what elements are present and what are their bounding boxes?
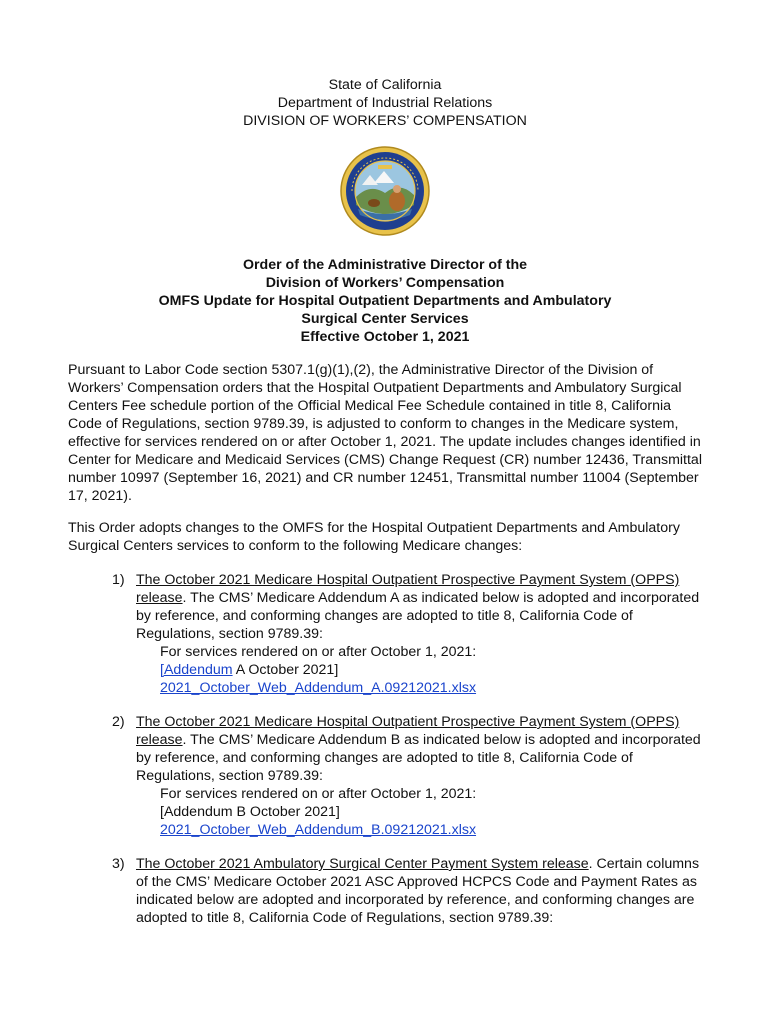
list-number: 2) (112, 714, 125, 730)
item-text: . The CMS’ Medicare Addendum A as indicated below is adopted and incorporated by reference, and conforming changes are adopted to title 8, California Code of Regulations, section 9789.39: (136, 590, 700, 642)
order-paragraph-2: This Order adopts changes to the OMFS for the Hospital Outpatient Departments and Ambulatory Surgical Centers services to conform to the following Medicare changes: (68, 520, 680, 554)
title-line-1: Order of the Administrative Director of the (242, 257, 528, 273)
title-line-2: Division of Workers’ Compensation (265, 275, 505, 291)
order-paragraph-1: Pursuant to Labor Code section 5307.1(g)(1),(2), the Administrative Director of the Division of Workers’ Compensation orders that the Hospital Outpatient Departments and Ambulatory Surgical Centers Fee schedule portion of the Official Medical Fee Schedule contained in title 8, California Code of Regulations, section 9789.39, is adjusted to conform to changes in the Medicare system, effective for services rendered on or after October 1, 2021. The update includes changes identified in Center for Medicare and Medicaid Services (CMS) Change Request (CR) number 12436, Transmittal number 10997 (September 16, 2021) and CR number 12451, Transmittal number 11004 (September 17, 2021). (68, 362, 702, 504)
file-line (136, 821, 712, 839)
item-heading: The October 2021 Medicare Hospital Outpatient Prospective Payment System (OPPS) release (136, 714, 680, 748)
item-heading: The October 2021 Ambulatory Surgical Center Payment System release (136, 856, 589, 872)
list-number: 1) (112, 572, 125, 588)
title-line-4: Surgical Center Services (301, 311, 469, 327)
services-line: For services rendered on or after October 1, 2021: (160, 786, 477, 802)
addendum-b-file-link[interactable]: 2021_October_Web_Addendum_B.09212021.xlsx (160, 822, 477, 838)
header-department: Department of Industrial Relations (277, 95, 493, 111)
title-line-3: OMFS Update for Hospital Outpatient Departments and Ambulatory (158, 293, 612, 309)
addendum-a-file-link[interactable]: 2021_October_Web_Addendum_A.09212021.xlsx (160, 680, 477, 696)
file-line (136, 679, 712, 697)
item-text: . The CMS’ Medicare Addendum B as indicated below is adopted and incorporated by reference, and conforming changes are adopted to title 8, California Code of Regulations, section 9789.39: (136, 732, 701, 784)
header-division: DIVISION OF WORKERS’ COMPENSATION (243, 113, 527, 129)
addendum-a-link[interactable]: [Addendum (160, 662, 233, 678)
title-effective-date: Effective October 1, 2021 (300, 329, 470, 345)
agency-header (0, 76, 770, 130)
services-line: For services rendered on or after October 1, 2021: (160, 644, 477, 660)
california-seal-icon (340, 145, 430, 237)
order-title (0, 256, 770, 346)
item-heading: The October 2021 Medicare Hospital Outpatient Prospective Payment System (OPPS) release (136, 572, 680, 606)
addendum-a-rest: A October 2021] (232, 662, 339, 678)
header-state: State of California (328, 77, 442, 93)
addendum-b-label: [Addendum B October 2021] (160, 804, 340, 820)
addendum-line (136, 661, 712, 679)
list-number: 3) (112, 856, 125, 872)
item-text: . Certain columns of the CMS’ Medicare October 2021 ASC Approved HCPCS Code and Payment Rates as indicated below are adopted and incorporated by reference, and conforming changes are adopted to title 8, California Code of Regulations, section 9789.39: (136, 856, 700, 926)
